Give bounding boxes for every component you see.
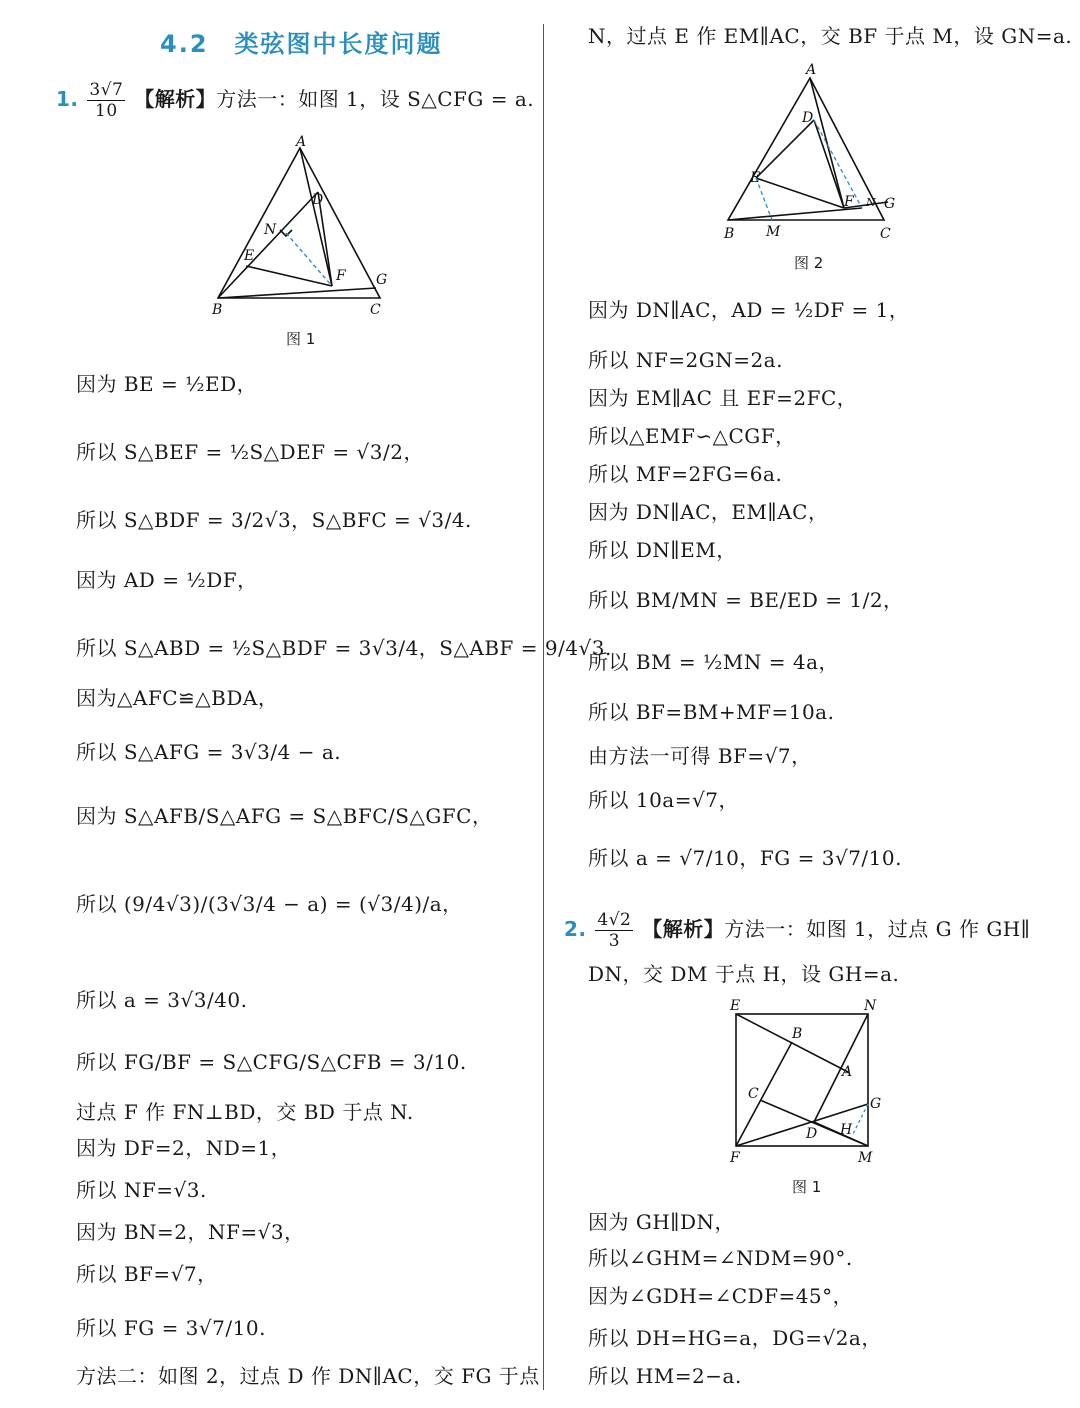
figure-3-square xyxy=(724,996,894,1168)
left-line-3: 所以 S△BDF = 3/2√3，S△BFC = √3/4. xyxy=(76,508,472,532)
left-line-4: 因为 AD = ½DF， xyxy=(76,568,258,592)
fig3-label-F: F xyxy=(730,1150,740,1166)
fig1-label-E: E xyxy=(244,248,255,264)
fig2-label-D: D xyxy=(802,110,814,126)
fig2-label-N: N xyxy=(866,196,876,209)
figure-2-caption: 图 2 xyxy=(794,254,824,272)
problem-1-answer: $\frac{3√7}{10}$ xyxy=(89,80,124,121)
problem-2-cont: DN，交 DM 于点 H，设 GH=a. xyxy=(588,962,900,986)
figure-3-caption: 图 1 xyxy=(792,1178,822,1196)
problem-2-answer: $\frac{4√2}{3}$ xyxy=(597,910,632,951)
problem-1-number: 1. xyxy=(56,87,79,111)
problem-1-intro: 方法一：如图 1，设 S△CFG = a. xyxy=(216,87,535,111)
fig1-label-B: B xyxy=(212,302,223,318)
fig3-label-G: G xyxy=(870,1096,882,1112)
column-divider xyxy=(543,24,544,1390)
right-line-2: 所以 NF=2GN=2a. xyxy=(588,348,783,372)
fig2-label-A: A xyxy=(806,62,817,78)
right-line-14: 因为 GH∥DN， xyxy=(588,1210,736,1234)
right-line-16: 因为∠GDH=∠CDF=45°， xyxy=(588,1284,854,1308)
left-line-16: 所以 BF=√7， xyxy=(76,1262,218,1286)
fig2-label-C: C xyxy=(880,226,891,242)
left-line-17: 所以 FG = 3√7/10. xyxy=(76,1316,266,1340)
fig1-label-G: G xyxy=(376,272,388,288)
right-line-15: 所以∠GHM=∠NDM=90°. xyxy=(588,1246,853,1270)
left-line-11: 所以 FG/BF = S△CFG/S△CFB = 3/10. xyxy=(76,1050,467,1074)
figure-1-triangle xyxy=(200,130,410,320)
fig3-label-A: A xyxy=(842,1064,853,1080)
left-line-9: 所以 (9/4√3)/(3√3/4 − a) = (√3/4)/a， xyxy=(76,892,463,916)
right-line-5: 所以 MF=2FG=6a. xyxy=(588,462,783,486)
right-line-1: 因为 DN∥AC，AD = ½DF = 1， xyxy=(588,298,910,322)
problem-1-header xyxy=(56,80,534,121)
left-line-13: 因为 DF=2，ND=1， xyxy=(76,1136,292,1160)
left-line-8: 因为 S△AFB/S△AFG = S△BFC/S△GFC， xyxy=(76,804,493,828)
fig2-label-E: E xyxy=(750,170,761,186)
left-line-12: 过点 F 作 FN⊥BD，交 BD 于点 N. xyxy=(76,1100,414,1124)
right-line-8: 所以 BM/MN = BE/ED = 1/2， xyxy=(588,588,904,612)
right-line-4: 所以△EMF∽△CGF， xyxy=(588,424,796,448)
left-line-6: 因为△AFC≌△BDA， xyxy=(76,686,279,710)
fig3-label-D: D xyxy=(806,1126,818,1142)
problem-2-number: 2. xyxy=(564,917,587,941)
section-title: 4.2 类弦图中长度问题 xyxy=(160,30,443,58)
fig3-label-H: H xyxy=(840,1122,853,1138)
problem-2-header xyxy=(564,910,1031,951)
fig1-label-D: D xyxy=(312,192,324,208)
fig1-label-N: N xyxy=(264,222,277,238)
right-top-line: N，过点 E 作 EM∥AC，交 BF 于点 M，设 GN=a. xyxy=(588,24,1073,48)
right-line-3: 因为 EM∥AC 且 EF=2FC， xyxy=(588,386,858,410)
left-line-7: 所以 S△AFG = 3√3/4 − a. xyxy=(76,740,342,764)
fig2-label-B: B xyxy=(724,226,735,242)
right-line-9: 所以 BM = ½MN = 4a， xyxy=(588,650,839,674)
right-line-11: 由方法一可得 BF=√7， xyxy=(588,744,812,768)
right-line-7: 所以 DN∥EM， xyxy=(588,538,737,562)
fig1-label-C: C xyxy=(370,302,381,318)
left-line-5: 所以 S△ABD = ½S△BDF = 3√3/4，S△ABF = 9/4√3. xyxy=(76,636,612,660)
fig3-label-E: E xyxy=(730,998,741,1014)
fig3-label-B: B xyxy=(792,1026,803,1042)
right-line-13: 所以 a = √7/10，FG = 3√7/10. xyxy=(588,846,902,870)
right-line-6: 因为 DN∥AC，EM∥AC， xyxy=(588,500,829,524)
fig1-label-F: F xyxy=(336,268,346,284)
fig3-label-M: M xyxy=(858,1150,873,1166)
figure-1-caption: 图 1 xyxy=(286,330,316,348)
analysis-tag: 【解析】 xyxy=(134,87,217,111)
analysis-tag-2: 【解析】 xyxy=(642,917,725,941)
fig3-label-N: N xyxy=(864,998,877,1014)
left-line-15: 因为 BN=2，NF=√3， xyxy=(76,1220,305,1244)
right-line-12: 所以 10a=√7， xyxy=(588,788,739,812)
problem-2-intro: 方法一：如图 1，过点 G 作 GH∥ xyxy=(724,917,1031,941)
right-line-10: 所以 BF=BM+MF=10a. xyxy=(588,700,835,724)
fig1-label-A: A xyxy=(296,134,307,150)
fig2-label-M: M xyxy=(766,224,781,240)
fig2-label-G: G xyxy=(884,196,896,212)
fig2-label-F: F xyxy=(844,194,854,210)
left-line-18: 方法二：如图 2，过点 D 作 DN∥AC，交 FG 于点 xyxy=(76,1364,540,1388)
left-line-2: 所以 S△BEF = ½S△DEF = √3/2， xyxy=(76,440,424,464)
left-line-1: 因为 BE = ½ED， xyxy=(76,372,258,396)
left-line-14: 所以 NF=√3. xyxy=(76,1178,207,1202)
fig3-label-C: C xyxy=(748,1086,759,1102)
right-line-17: 所以 DH=HG=a，DG=√2a， xyxy=(588,1326,882,1350)
figure-2-triangle xyxy=(720,58,910,244)
left-line-10: 所以 a = 3√3/40. xyxy=(76,988,248,1012)
right-line-18: 所以 HM=2−a. xyxy=(588,1364,742,1388)
